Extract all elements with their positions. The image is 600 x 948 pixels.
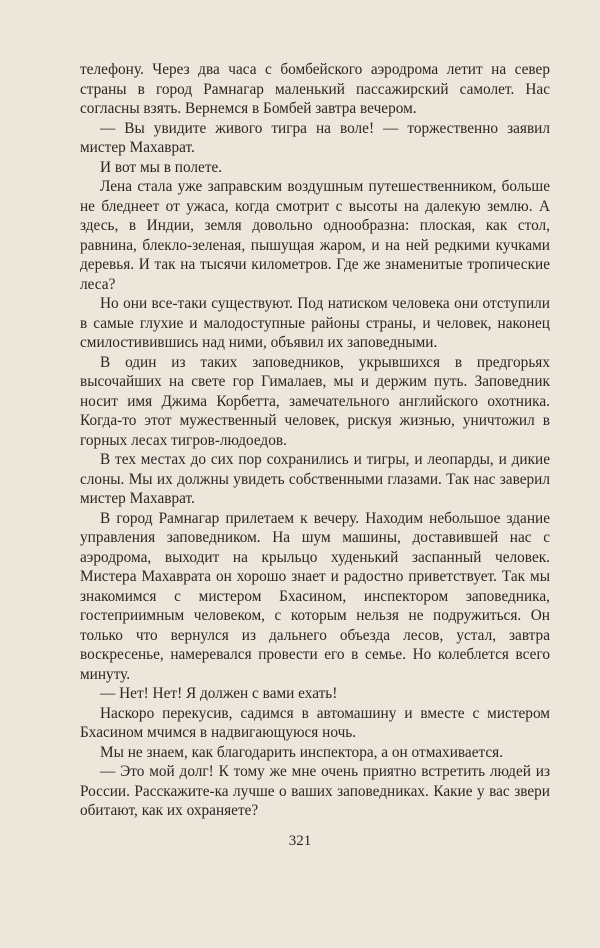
page-number: 321 bbox=[288, 833, 312, 849]
paragraph: Наскоро перекусив, садимся в автомашину и вместе с мистером Бхасином мчимся в надвигающуюся ночь. bbox=[80, 704, 550, 741]
paragraph: телефону. Через два часа с бомбейского аэродрома летит на север страны в город Рамнагар маленький пассажирский самолет. Нас согласны взять. Вернемся в Бомбей завтра вечером. bbox=[80, 61, 550, 117]
paragraph: Лена стала уже заправским воздушным путешественником, больше не бледнеет от ужаса, когда смотрит с высоты на далекую землю. А здесь, в Индии, земля довольно однообразна: плоская, как стол, равнина, блекло-зеленая, пышущая жаром, и на ней редкими кучками деревья. И так на тысячи километров. Где же знаменитые тропические леса? bbox=[80, 178, 550, 293]
paragraph: Но они все-таки существуют. Под натиском человека они отступили в самые глухие и малодоступные районы страны, и человек, наконец смилостивившись над ними, объявил их заповедными. bbox=[80, 295, 550, 351]
paragraph: В один из таких заповедников, укрывшихся в предгорьях высочайших на свете гор Гималаев, мы и держим путь. Заповедник носит имя Джима Корбетта, замечательного английского охотника. Когда-то этот мужественный человек, рискуя жизнью, уничтожил в горных лесах тигров-людоедов. bbox=[80, 353, 550, 449]
paragraph: — Вы увидите живого тигра на воле! — торжественно заявил мистер Махаврат. bbox=[80, 119, 550, 156]
paragraph: — Это мой долг! К тому же мне очень приятно встретить людей из России. Расскажите-ка лучше о ваших заповедниках. Какие у вас звери обитают, как их охраняете? bbox=[80, 763, 550, 819]
paragraph: В город Рамнагар прилетаем к вечеру. Находим небольшое здание управления заповедником. На шум машины, доставившей нас с аэродрома, выходит на крыльцо худенький заспанный человек. Мистера Махаврата он хорошо знает и радостно приветствует. Так мы знакомимся с мистером Бхасином, инспектором заповедника, гостеприимным человеком, с которым нельзя не подружиться. Он только что вернулся из дальнего объезда лесов, устал, завтра воскресенье, намеревался провести его в семье. Но колеблется всего минуту. bbox=[80, 509, 550, 683]
paragraph: И вот мы в полете. bbox=[100, 158, 223, 176]
paragraph: — Нет! Нет! Я должен с вами ехать! bbox=[100, 685, 338, 702]
body-text bbox=[80, 60, 550, 821]
paragraph: В тех местах до сих пор сохранились и тигры, и леопарды, и дикие слоны. Мы их должны увидеть собственными глазами. Так нас заверил мистер Махаврат. bbox=[80, 451, 550, 507]
paragraph: Мы не знаем, как благодарить инспектора, а он отмахивается. bbox=[100, 743, 504, 761]
